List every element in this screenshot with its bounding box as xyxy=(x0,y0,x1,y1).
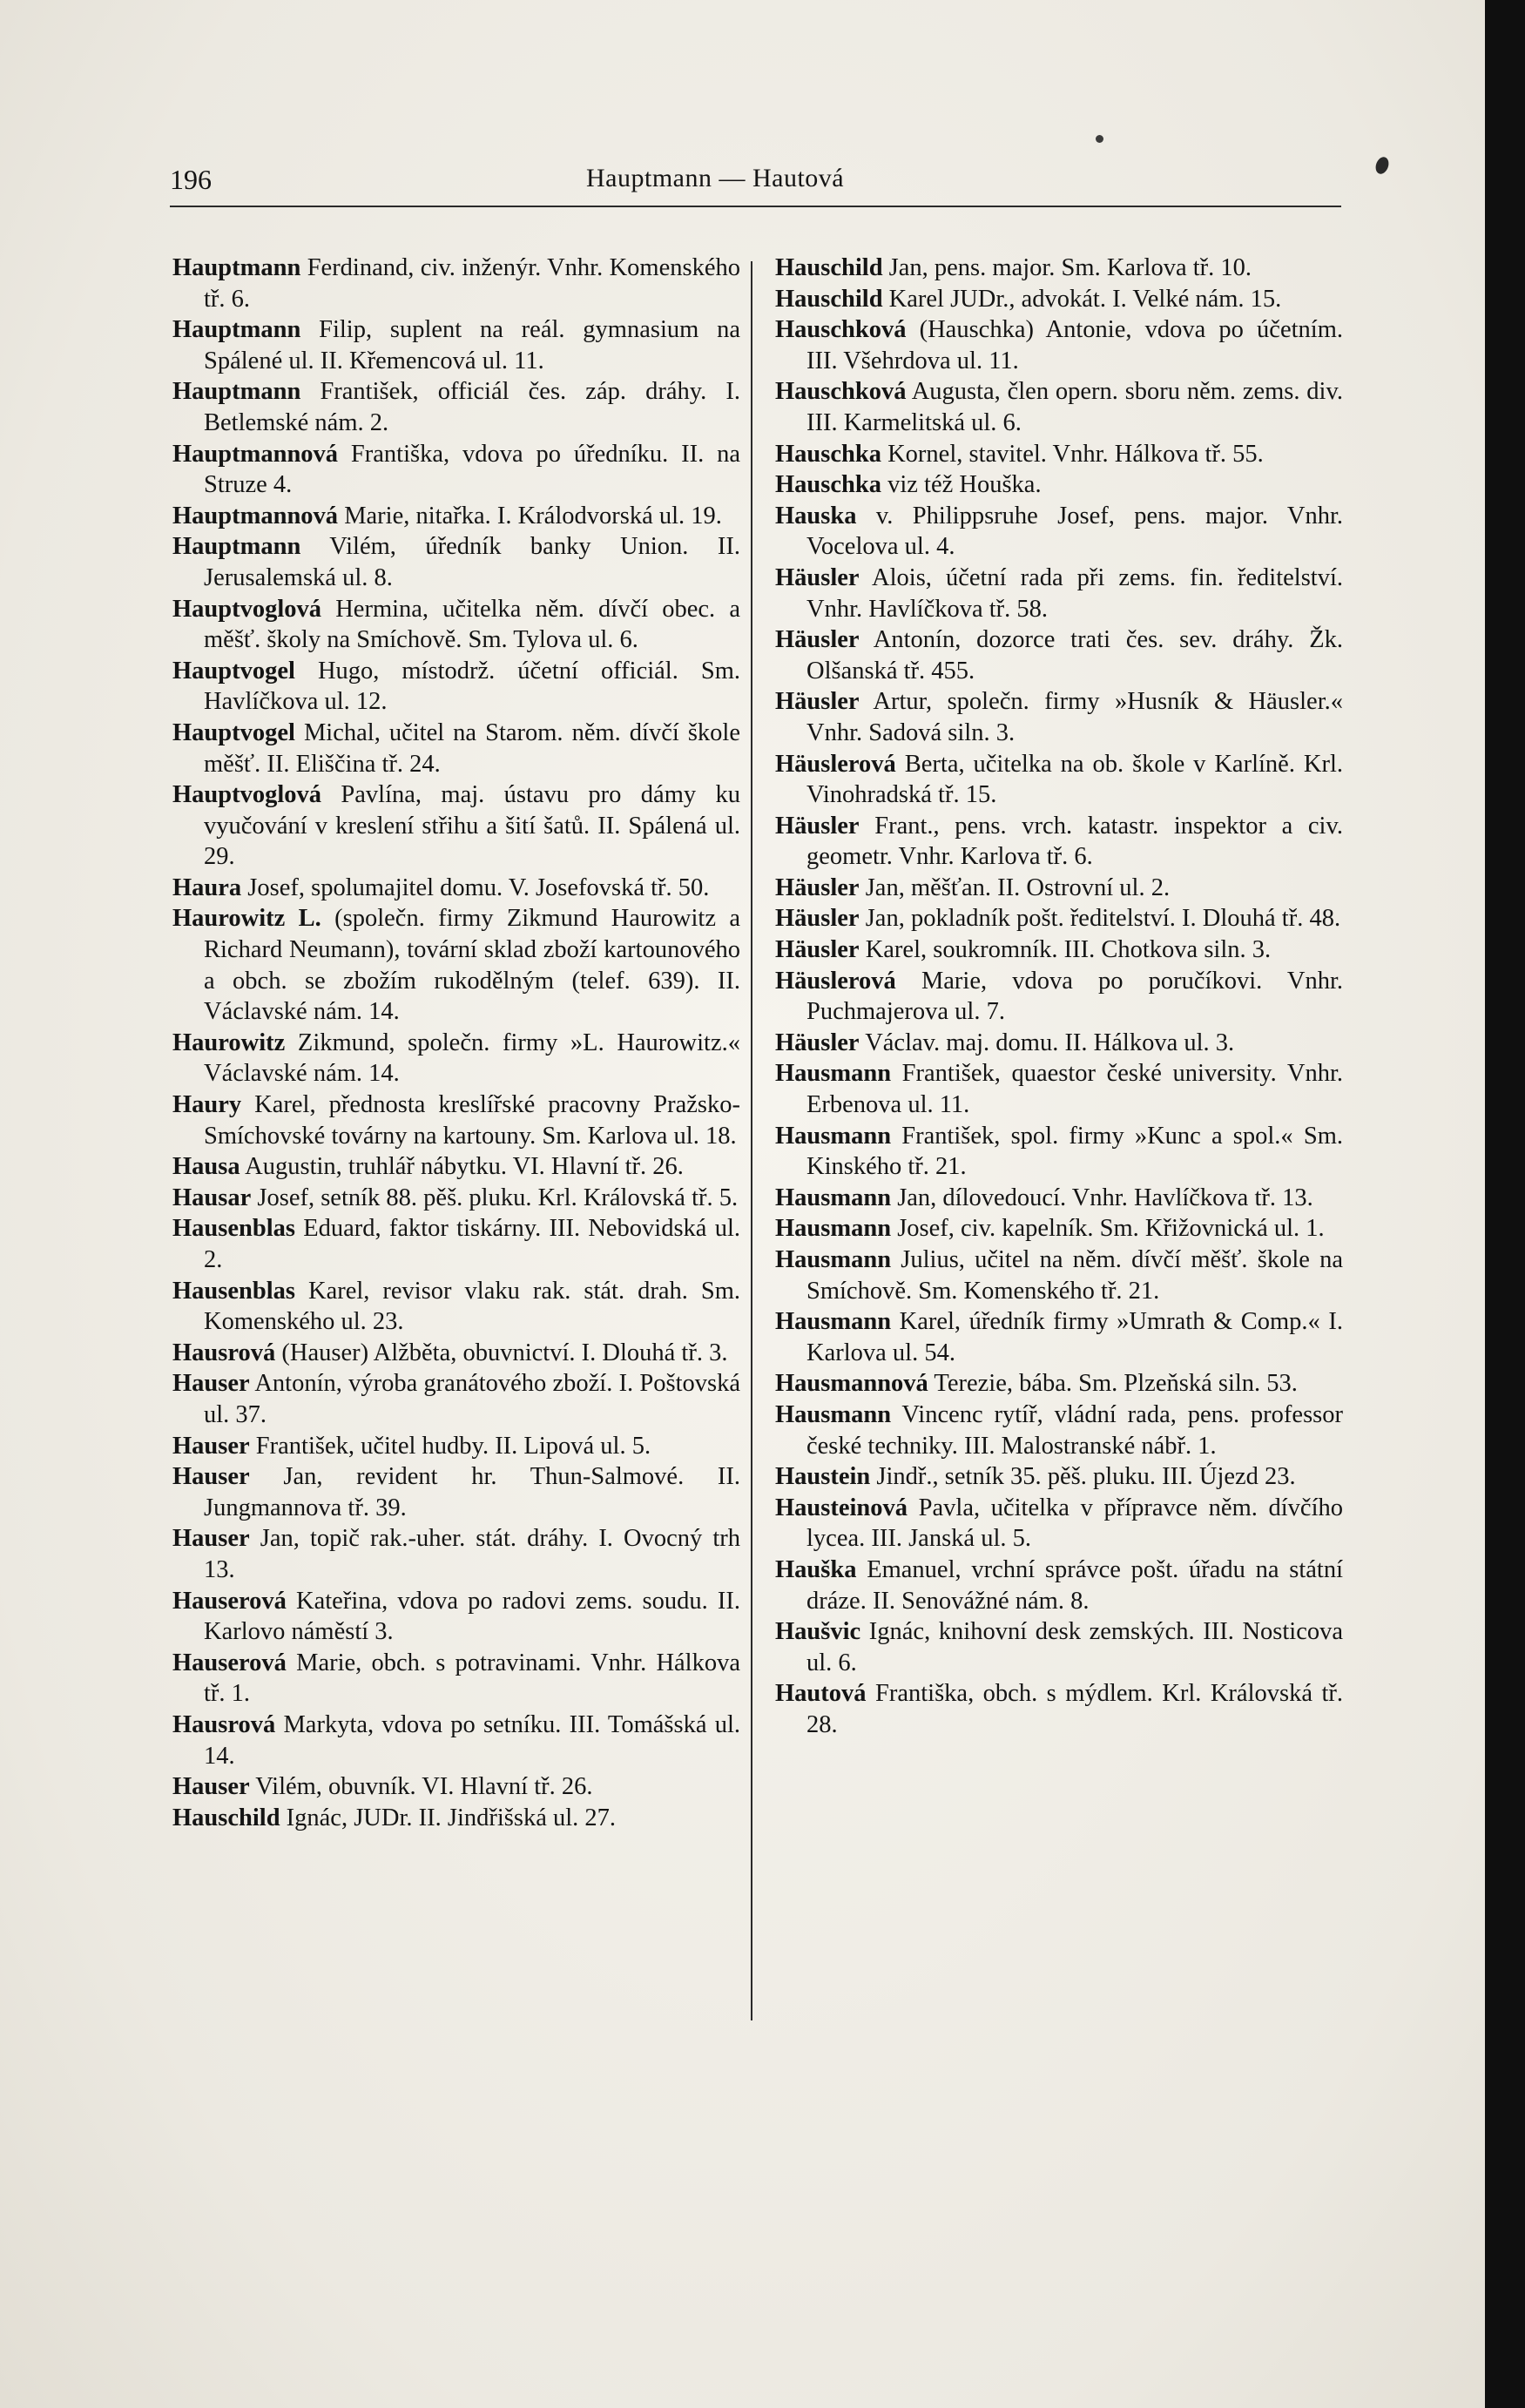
entry-name: Hausteinová xyxy=(775,1494,908,1521)
directory-entry xyxy=(775,1616,1343,1678)
directory-entry xyxy=(775,1555,1343,1616)
entry-details: Marie, vdova po poručíkovi. Vnhr. Puchmajerova ul. 7. xyxy=(806,967,1343,1026)
directory-entry xyxy=(172,1089,740,1151)
entry-details: Hermina, učitelka něm. dívčí obec. a měšť. školy na Smíchově. Sm. Tylova ul. 6. xyxy=(204,595,740,654)
directory-entry xyxy=(775,1121,1343,1183)
entry-name: Hauschka xyxy=(775,471,881,499)
column-divider xyxy=(751,261,752,2020)
entry-name: Hauptvogel xyxy=(172,718,295,746)
running-header xyxy=(170,164,1337,199)
entry-details: Vincenc rytíř, vládní rada, pens. professor české techniky. III. Malostranské nábř. 1. xyxy=(806,1400,1343,1460)
ink-blot xyxy=(1373,155,1391,176)
entry-name: Hauschild xyxy=(775,285,883,313)
entry-details: Marie, nitařka. I. Králodvorská ul. 19. xyxy=(338,502,722,529)
entry-details: (Hauschka) Antonie, vdova po účetním. III. Všehrdova ul. 11. xyxy=(806,316,1343,374)
entry-details: Antonín, výroba granátového zboží. I. Poštovská ul. 37. xyxy=(204,1370,740,1428)
directory-entry xyxy=(172,1276,740,1338)
entry-name: Häusler xyxy=(775,812,860,840)
entry-name: Hauschild xyxy=(775,254,883,281)
entry-details: Zikmund, společn. firmy »L. Haurowitz.« Václavské nám. 14. xyxy=(204,1029,740,1088)
directory-entry xyxy=(172,314,740,376)
directory-entry xyxy=(775,469,1343,501)
entry-name: Hauptmann xyxy=(172,254,301,281)
entry-details: Jan, topič rak.-uher. stát. dráhy. I. Ovocný trh 13. xyxy=(204,1525,740,1583)
entry-details: Jan, měšťan. II. Ostrovní ul. 2. xyxy=(859,873,1171,901)
entry-name: Hauschková xyxy=(775,378,907,406)
directory-entry xyxy=(775,253,1343,284)
directory-entry xyxy=(172,501,740,532)
entry-details: Augusta, člen opern. sboru něm. zems. div. III. Karmelitská ul. 6. xyxy=(806,378,1343,436)
directory-entry xyxy=(172,718,740,779)
directory-entry xyxy=(775,873,1343,904)
entry-name: Häusler xyxy=(775,936,860,964)
entry-name: Hausmann xyxy=(775,1400,892,1428)
entry-name: Hauptvoglová xyxy=(172,595,322,623)
directory-entry xyxy=(172,1151,740,1183)
entry-name: Hauptmann xyxy=(172,533,301,561)
entry-details: Julius, učitel na něm. dívčí měšť. škole na Smíchově. Sm. Komenského tř. 21. xyxy=(806,1246,1343,1305)
entry-details: Berta, učitelka na ob. škole v Karlíně. Krl. Vinohradská tř. 15. xyxy=(806,750,1343,809)
entry-name: Hauptvoglová xyxy=(172,781,322,809)
entry-name: Haurowitz L. xyxy=(172,905,321,933)
directory-entry xyxy=(172,656,740,718)
entry-details: Vilém, úředník banky Union. II. Jerusalemská ul. 8. xyxy=(204,533,740,591)
directory-entry xyxy=(172,439,740,501)
directory-entry xyxy=(775,1400,1343,1461)
entry-details: Terezie, bába. Sm. Plzeňská siln. 53. xyxy=(928,1370,1298,1398)
entry-name: Hausmann xyxy=(775,1184,892,1211)
entry-details: Augustin, truhlář nábytku. VI. Hlavní tř. 26. xyxy=(240,1153,684,1181)
entry-details: Jan, pens. major. Sm. Karlova tř. 10. xyxy=(882,254,1252,281)
entry-name: Hauser xyxy=(172,1525,250,1553)
entry-name: Häuslerová xyxy=(775,967,896,995)
directory-entry xyxy=(775,376,1343,438)
entry-details: Michal, učitel na Starom. něm. dívčí škole měšť. II. Eliščina tř. 24. xyxy=(204,718,740,778)
entry-details: František, officiál čes. záp. dráhy. I. Betlemské nám. 2. xyxy=(204,378,740,436)
entry-name: Haušvic xyxy=(775,1618,861,1646)
entry-name: Häusler xyxy=(775,873,860,901)
entry-details: Marie, obch. s potravinami. Vnhr. Hálkova tř. 1. xyxy=(204,1649,740,1708)
entry-name: Häusler xyxy=(775,563,860,591)
directory-entry xyxy=(172,873,740,904)
entry-name: Hauschild xyxy=(172,1804,280,1831)
directory-entry xyxy=(172,1028,740,1089)
directory-entry xyxy=(775,1213,1343,1244)
entry-details: Jan, pokladník pošt. ředitelství. I. Dlouhá tř. 48. xyxy=(859,905,1341,933)
entry-details: František, spol. firmy »Kunc a spol.« Sm. Kinského tř. 21. xyxy=(806,1122,1343,1181)
entry-name: Hausmann xyxy=(775,1215,892,1243)
entry-name: Haura xyxy=(172,873,242,901)
directory-entry xyxy=(775,903,1343,934)
left-column xyxy=(172,253,740,1833)
entry-details: František, učitel hudby. II. Lipová ul. 5. xyxy=(249,1432,651,1460)
entry-details: Karel JUDr., advokát. I. Velké nám. 15. xyxy=(882,285,1282,313)
entry-name: Häusler xyxy=(775,688,860,716)
directory-entry xyxy=(172,1213,740,1275)
right-column xyxy=(775,253,1343,1741)
entry-name: Haustein xyxy=(775,1463,871,1491)
entry-details: Pavla, učitelka v přípravce něm. dívčího lycea. III. Janská ul. 5. xyxy=(806,1494,1343,1553)
entry-name: Haurowitz xyxy=(172,1029,286,1056)
entry-name: Hausmann xyxy=(775,1246,892,1273)
directory-entry xyxy=(172,1648,740,1710)
entry-name: Hausrová xyxy=(172,1710,276,1738)
directory-entry xyxy=(172,1523,740,1585)
entry-details: viz též Houška. xyxy=(881,471,1042,499)
directory-entry xyxy=(775,1493,1343,1555)
entry-details: Artur, společn. firmy »Husník & Häusler.« Vnhr. Sadová siln. 3. xyxy=(806,688,1343,746)
directory-entry xyxy=(172,376,740,438)
directory-entry xyxy=(775,284,1343,315)
entry-name: Häusler xyxy=(775,1029,860,1056)
directory-entry xyxy=(172,779,740,873)
entry-details: Eduard, faktor tiskárny. III. Nebovidská ul. 2. xyxy=(204,1215,740,1273)
directory-entry xyxy=(172,1461,740,1523)
entry-name: Hausar xyxy=(172,1184,252,1211)
scan-edge xyxy=(1485,0,1525,2408)
entry-details: Vilém, obuvník. VI. Hlavní tř. 26. xyxy=(249,1773,593,1801)
entry-details: Jindř., setník 35. pěš. pluku. III. Újezd 23. xyxy=(870,1463,1296,1491)
entry-details: Karel, soukromník. III. Chotkova siln. 3. xyxy=(859,936,1272,964)
entry-name: Hauptmannová xyxy=(172,440,339,468)
entry-name: Hautová xyxy=(775,1680,867,1708)
entry-name: Häusler xyxy=(775,626,860,654)
entry-details: v. Philippsruhe Josef, pens. major. Vnhr. Vocelova ul. 4. xyxy=(806,502,1343,561)
entry-name: Hauptmann xyxy=(172,316,301,344)
entry-name: Hauška xyxy=(775,1555,857,1583)
entry-name: Häusler xyxy=(775,905,860,933)
entry-details: Karel, revisor vlaku rak. stát. drah. Sm. Komenského ul. 23. xyxy=(204,1277,740,1336)
directory-entry xyxy=(775,966,1343,1028)
entry-details: Filip, suplent na reál. gymnasium na Spálené ul. II. Křemencová ul. 11. xyxy=(204,316,740,374)
entry-details: Karel, přednosta kreslířské pracovny Pražsko-Smíchovské továrny na kartouny. Sm. Karlova ul. 18. xyxy=(204,1091,740,1150)
directory-entry xyxy=(172,1586,740,1648)
entry-details: Josef, setník 88. pěš. pluku. Krl. Královská tř. 5. xyxy=(251,1184,739,1211)
entry-details: Hugo, místodrž. účetní officiál. Sm. Havlíčkova ul. 12. xyxy=(204,657,740,716)
entry-details: František, quaestor české university. Vnhr. Erbenova ul. 11. xyxy=(806,1060,1343,1119)
directory-entry xyxy=(172,1431,740,1462)
entry-name: Häuslerová xyxy=(775,750,896,778)
entry-name: Hausmann xyxy=(775,1060,892,1088)
entry-details: Jan, dílovedoucí. Vnhr. Havlíčkova tř. 13. xyxy=(891,1184,1313,1211)
entry-details: Kornel, stavitel. Vnhr. Hálkova tř. 55. xyxy=(881,440,1264,468)
directory-entry xyxy=(775,1244,1343,1306)
entry-details: Františka, obch. s mýdlem. Krl. Královská tř. 28. xyxy=(806,1680,1343,1738)
directory-entry xyxy=(172,253,740,314)
directory-entry xyxy=(775,1306,1343,1368)
entry-name: Hauschka xyxy=(775,440,881,468)
directory-entry xyxy=(775,1368,1343,1400)
directory-entry xyxy=(775,1183,1343,1214)
entry-name: Hausrová xyxy=(172,1339,276,1366)
directory-entry xyxy=(172,531,740,593)
entry-name: Hauska xyxy=(775,502,857,529)
entry-details: Ignác, JUDr. II. Jindřišská ul. 27. xyxy=(280,1804,617,1831)
directory-entry xyxy=(172,903,740,1027)
entry-details: (Hauser) Alžběta, obuvnictví. I. Dlouhá tř. 3. xyxy=(275,1339,728,1366)
entry-name: Hauptmannová xyxy=(172,502,339,529)
entry-details: Antonín, dozorce trati čes. sev. dráhy. Žk. Olšanská tř. 455. xyxy=(806,626,1343,685)
entry-name: Hausmann xyxy=(775,1308,892,1336)
entry-name: Hausenblas xyxy=(172,1277,295,1305)
entry-name: Hauptvogel xyxy=(172,657,295,685)
entry-name: Hauser xyxy=(172,1432,250,1460)
directory-entry xyxy=(775,624,1343,686)
entry-name: Hauser xyxy=(172,1370,250,1398)
directory-entry xyxy=(775,314,1343,376)
directory-entry xyxy=(172,594,740,656)
entry-details: Karel, úředník firmy »Umrath & Comp.« I. Karlova ul. 54. xyxy=(806,1308,1343,1366)
directory-entry xyxy=(775,563,1343,624)
directory-entry xyxy=(775,686,1343,748)
entry-details: Ignác, knihovní desk zemských. III. Nosticova ul. 6. xyxy=(806,1618,1343,1676)
directory-entry xyxy=(775,439,1343,470)
header-rule xyxy=(170,206,1341,207)
entry-name: Haury xyxy=(172,1091,242,1119)
entry-name: Hauser xyxy=(172,1463,250,1491)
entry-name: Hauptmann xyxy=(172,378,301,406)
directory-entry xyxy=(172,1368,740,1430)
entry-details: (společn. firmy Zikmund Haurowitz a Richard Neumann), tovární sklad zboží kartounového a obch. se zbožím rukodělným (telef. 639). II. Václavské nám. 14. xyxy=(204,905,740,1026)
entry-details: Josef, spolumajitel domu. V. Josefovská tř. 50. xyxy=(241,873,710,901)
entry-name: Hausmannová xyxy=(775,1370,928,1398)
directory-entry xyxy=(172,1338,740,1369)
entry-name: Hauschková xyxy=(775,316,907,344)
directory-entry xyxy=(775,1028,1343,1059)
entry-details: Františka, vdova po úředníku. II. na Struze 4. xyxy=(204,440,740,499)
header-title: Hauptmann — Hautová xyxy=(586,164,845,192)
entry-name: Hausenblas xyxy=(172,1215,295,1243)
directory-entry xyxy=(172,1803,740,1834)
directory-entry xyxy=(775,811,1343,873)
entry-name: Hausa xyxy=(172,1153,240,1181)
entry-name: Hauser xyxy=(172,1773,250,1801)
directory-entry xyxy=(775,1678,1343,1740)
entry-details: Kateřina, vdova po radovi zems. soudu. II. Karlovo náměstí 3. xyxy=(204,1587,740,1646)
directory-entry xyxy=(172,1710,740,1771)
ink-speck xyxy=(1096,135,1103,143)
directory-entry xyxy=(775,1058,1343,1120)
directory-entry xyxy=(775,749,1343,811)
directory-entry xyxy=(775,934,1343,966)
entry-name: Hauserová xyxy=(172,1649,287,1676)
entry-name: Hausmann xyxy=(775,1122,892,1150)
entry-details: Ferdinand, civ. inženýr. Vnhr. Komenského tř. 6. xyxy=(204,254,740,313)
directory-entry xyxy=(775,1461,1343,1493)
page-number: 196 xyxy=(170,164,212,195)
entry-details: Alois, účetní rada při zems. fin. ředitelství. Vnhr. Havlíčkova tř. 58. xyxy=(806,563,1343,623)
entry-name: Hauserová xyxy=(172,1587,287,1615)
entry-details: Pavlína, maj. ústavu pro dámy ku vyučování v kreslení střihu a šití šatů. II. Spálená ul. 29. xyxy=(204,781,740,871)
entry-details: Josef, civ. kapelník. Sm. Křižovnická ul. 1. xyxy=(891,1215,1325,1243)
entry-details: Frant., pens. vrch. katastr. inspektor a civ. geometr. Vnhr. Karlova tř. 6. xyxy=(806,812,1343,871)
entry-details: Emanuel, vrchní správce pošt. úřadu na státní dráze. II. Senovážné nám. 8. xyxy=(806,1555,1343,1615)
entry-details: Jan, revident hr. Thun-Salmové. II. Jungmannova tř. 39. xyxy=(204,1463,740,1521)
directory-entry xyxy=(172,1771,740,1803)
directory-entry xyxy=(775,501,1343,563)
entry-details: Markyta, vdova po setníku. III. Tomášská ul. 14. xyxy=(204,1710,740,1770)
entry-details: Václav. maj. domu. II. Hálkova ul. 3. xyxy=(859,1029,1235,1056)
directory-entry xyxy=(172,1183,740,1214)
